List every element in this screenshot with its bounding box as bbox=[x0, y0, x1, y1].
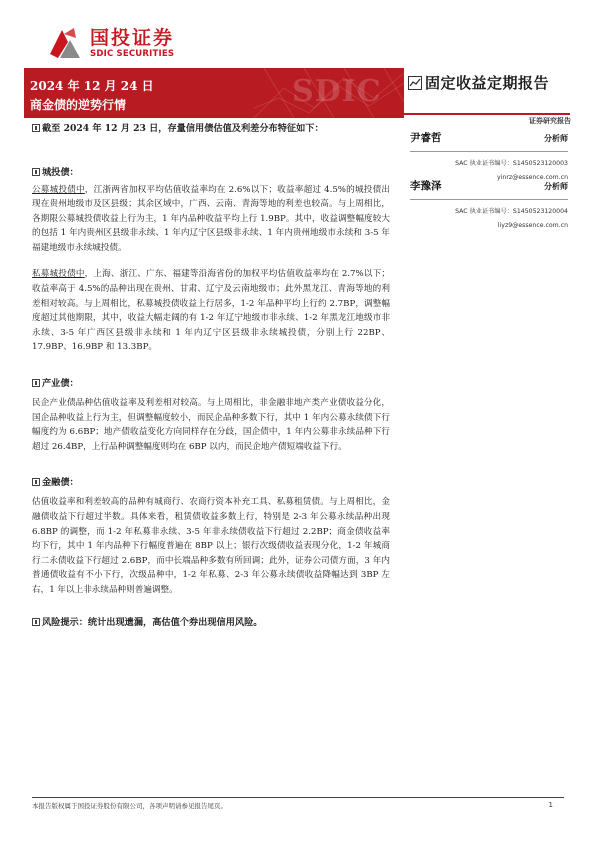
bullet-icon bbox=[32, 478, 40, 486]
company-logo bbox=[46, 24, 174, 62]
main-content bbox=[32, 122, 390, 629]
header-divider bbox=[404, 113, 570, 115]
paragraph-lead: 公募城投债中 bbox=[32, 184, 85, 195]
analyst-divider bbox=[410, 199, 568, 200]
report-type-header bbox=[408, 72, 549, 93]
key-point bbox=[32, 122, 390, 136]
chart-line-icon bbox=[408, 76, 422, 90]
analyst-sac-number: SAC 执业证书编号：S1450523120003 bbox=[455, 160, 568, 167]
report-title: 商金债的逆势行情 bbox=[30, 98, 127, 112]
logo-english: SDIC SECURITIES bbox=[90, 49, 175, 59]
logo-chinese: 国投证券 bbox=[90, 27, 175, 49]
page-number: 1 bbox=[548, 801, 553, 809]
paragraph-text: 民企产业债品种估值收益率及利差相对较高。与上周相比，非金融非地产类产业债收益分化，国企品种收益上行为主，但调整幅度较小，而民企品种多数下行，其中 1 年内公募永续债下行幅度约为 6.6BP；地产债收益变化方向同样存在分歧，国企债中，1 年内公募非永续品种下行超过 26.4BP，上行品种调整幅度则均在 6BP 以内，而民企地产债短端收益下行。 bbox=[32, 398, 390, 452]
analyst-name: 李豫泽 bbox=[410, 180, 442, 192]
paragraph bbox=[32, 267, 390, 355]
analyst-role: 分析师 bbox=[544, 133, 568, 143]
bullet-icon bbox=[32, 618, 40, 626]
paragraph bbox=[32, 396, 390, 454]
paragraph bbox=[32, 183, 390, 256]
report-category: 证券研究报告 bbox=[529, 117, 571, 125]
analyst-email[interactable]: yinrz@essence.com.cn bbox=[497, 174, 568, 181]
sdic-logo-icon bbox=[46, 24, 84, 62]
section-heading-text: 金融债： bbox=[42, 477, 79, 489]
section-heading-chengtou bbox=[32, 166, 390, 179]
analyst-name: 尹睿哲 bbox=[410, 132, 442, 144]
paragraph-lead: 私募城投债中 bbox=[32, 269, 85, 280]
bullet-icon bbox=[32, 379, 40, 387]
footer-disclaimer: 本报告版权属于国投证券股份有限公司，各项声明请参见报告尾页。 bbox=[32, 802, 227, 810]
paragraph-text: 估值收益率和利差较高的品种有城商行、农商行资本补充工具、私募租赁债。与上周相比，金融债收益下行超过半数。具体来看，租赁债收益多数上行，特别是 2-3 年公募永续品种出现 6.8BP 的调整，而 1-2 年私募非永续、3-5 年非永续债收益下行超过 2.2BP；商金债收益率均下行，其中 1 年内品种下行幅度普遍在 8BP 以上；银行次级债收益表现分化，1-2 年城商行二永债收益下行超过 2.6BP，而中长端品种多数有所回调；此外，证券公司债方面，3 年内普通债收益有不小下行，次级品种中，1-2 年私募、2-3 年公募永续债收益降幅达到 3BP 左右，1 年以上非永续品种则普遍调整。 bbox=[32, 497, 390, 595]
analyst-card bbox=[410, 178, 568, 229]
paragraph bbox=[32, 495, 390, 597]
section-heading-financial bbox=[32, 476, 390, 489]
section-heading-industry bbox=[32, 377, 390, 390]
bullet-icon bbox=[32, 168, 40, 176]
paragraph-text: ，上海、浙江、广东、福建等沿海省份的加权平均估值收益率均在 2.7%以下；收益率高于 4.5%的品种出现在贵州、甘肃、辽宁及云南地级市；此外黑龙江、青海等地的利差相对较高。与上周相比，私募城投债收益上行居多，1-2 年品种平均上行约 2.7BP，调整幅度超过其他期限，其中，收益大幅走阔的有 1-2 年辽宁地级市非永续、1-2 年黑龙江地级市非永续、3-5 年广西区县级非永续和 1 年内辽宁区县级非永续城投债，分别上行 22BP、17.9BP、16.9BP 和 13.3BP。 bbox=[32, 269, 390, 353]
risk-warning bbox=[32, 616, 390, 629]
analyst-card bbox=[410, 130, 568, 181]
analyst-email[interactable]: liyz9@essence.com.cn bbox=[497, 222, 568, 229]
analyst-sac-number: SAC 执业证书编号：S1450523120004 bbox=[455, 208, 568, 215]
logo-wordmark bbox=[90, 27, 174, 59]
section-heading-text: 产业债： bbox=[42, 378, 79, 390]
banner-watermark: SDIC bbox=[292, 74, 382, 109]
key-point-text: 截至 2024 年 12 月 23 日，存量信用债估值及利差分布特征如下： bbox=[42, 123, 324, 134]
risk-warning-text: 风险提示：统计出现遗漏，高估值个券出现信用风险。 bbox=[42, 616, 263, 628]
section-heading-text: 城投债： bbox=[42, 166, 79, 178]
bullet-icon bbox=[32, 124, 40, 132]
footer-divider bbox=[32, 797, 564, 798]
title-banner bbox=[24, 68, 404, 118]
report-type-label: 固定收益定期报告 bbox=[425, 74, 550, 92]
analyst-divider bbox=[410, 151, 568, 152]
analyst-role: 分析师 bbox=[544, 181, 568, 191]
report-date: 2024 年 12 月 24 日 bbox=[30, 79, 154, 93]
paragraph-text: ，江浙两省加权平均估值收益率均在 2.6%以下；收益率超过 4.5%的城投债出现在贵州地级市及区县级；其余区域中，广西、云南、青海等地的利差也较高。与上周相比，各期限公募城投债收益上行为主，1 年内品种收益平均上行 1.9BP。其中，收益调整幅度较大的包括 1 年内贵州区县级非永续、1 年内辽宁区县级非永续、1 年内贵州地级市永续和 3-5 年福建地级市永续城投债。 bbox=[32, 184, 390, 253]
